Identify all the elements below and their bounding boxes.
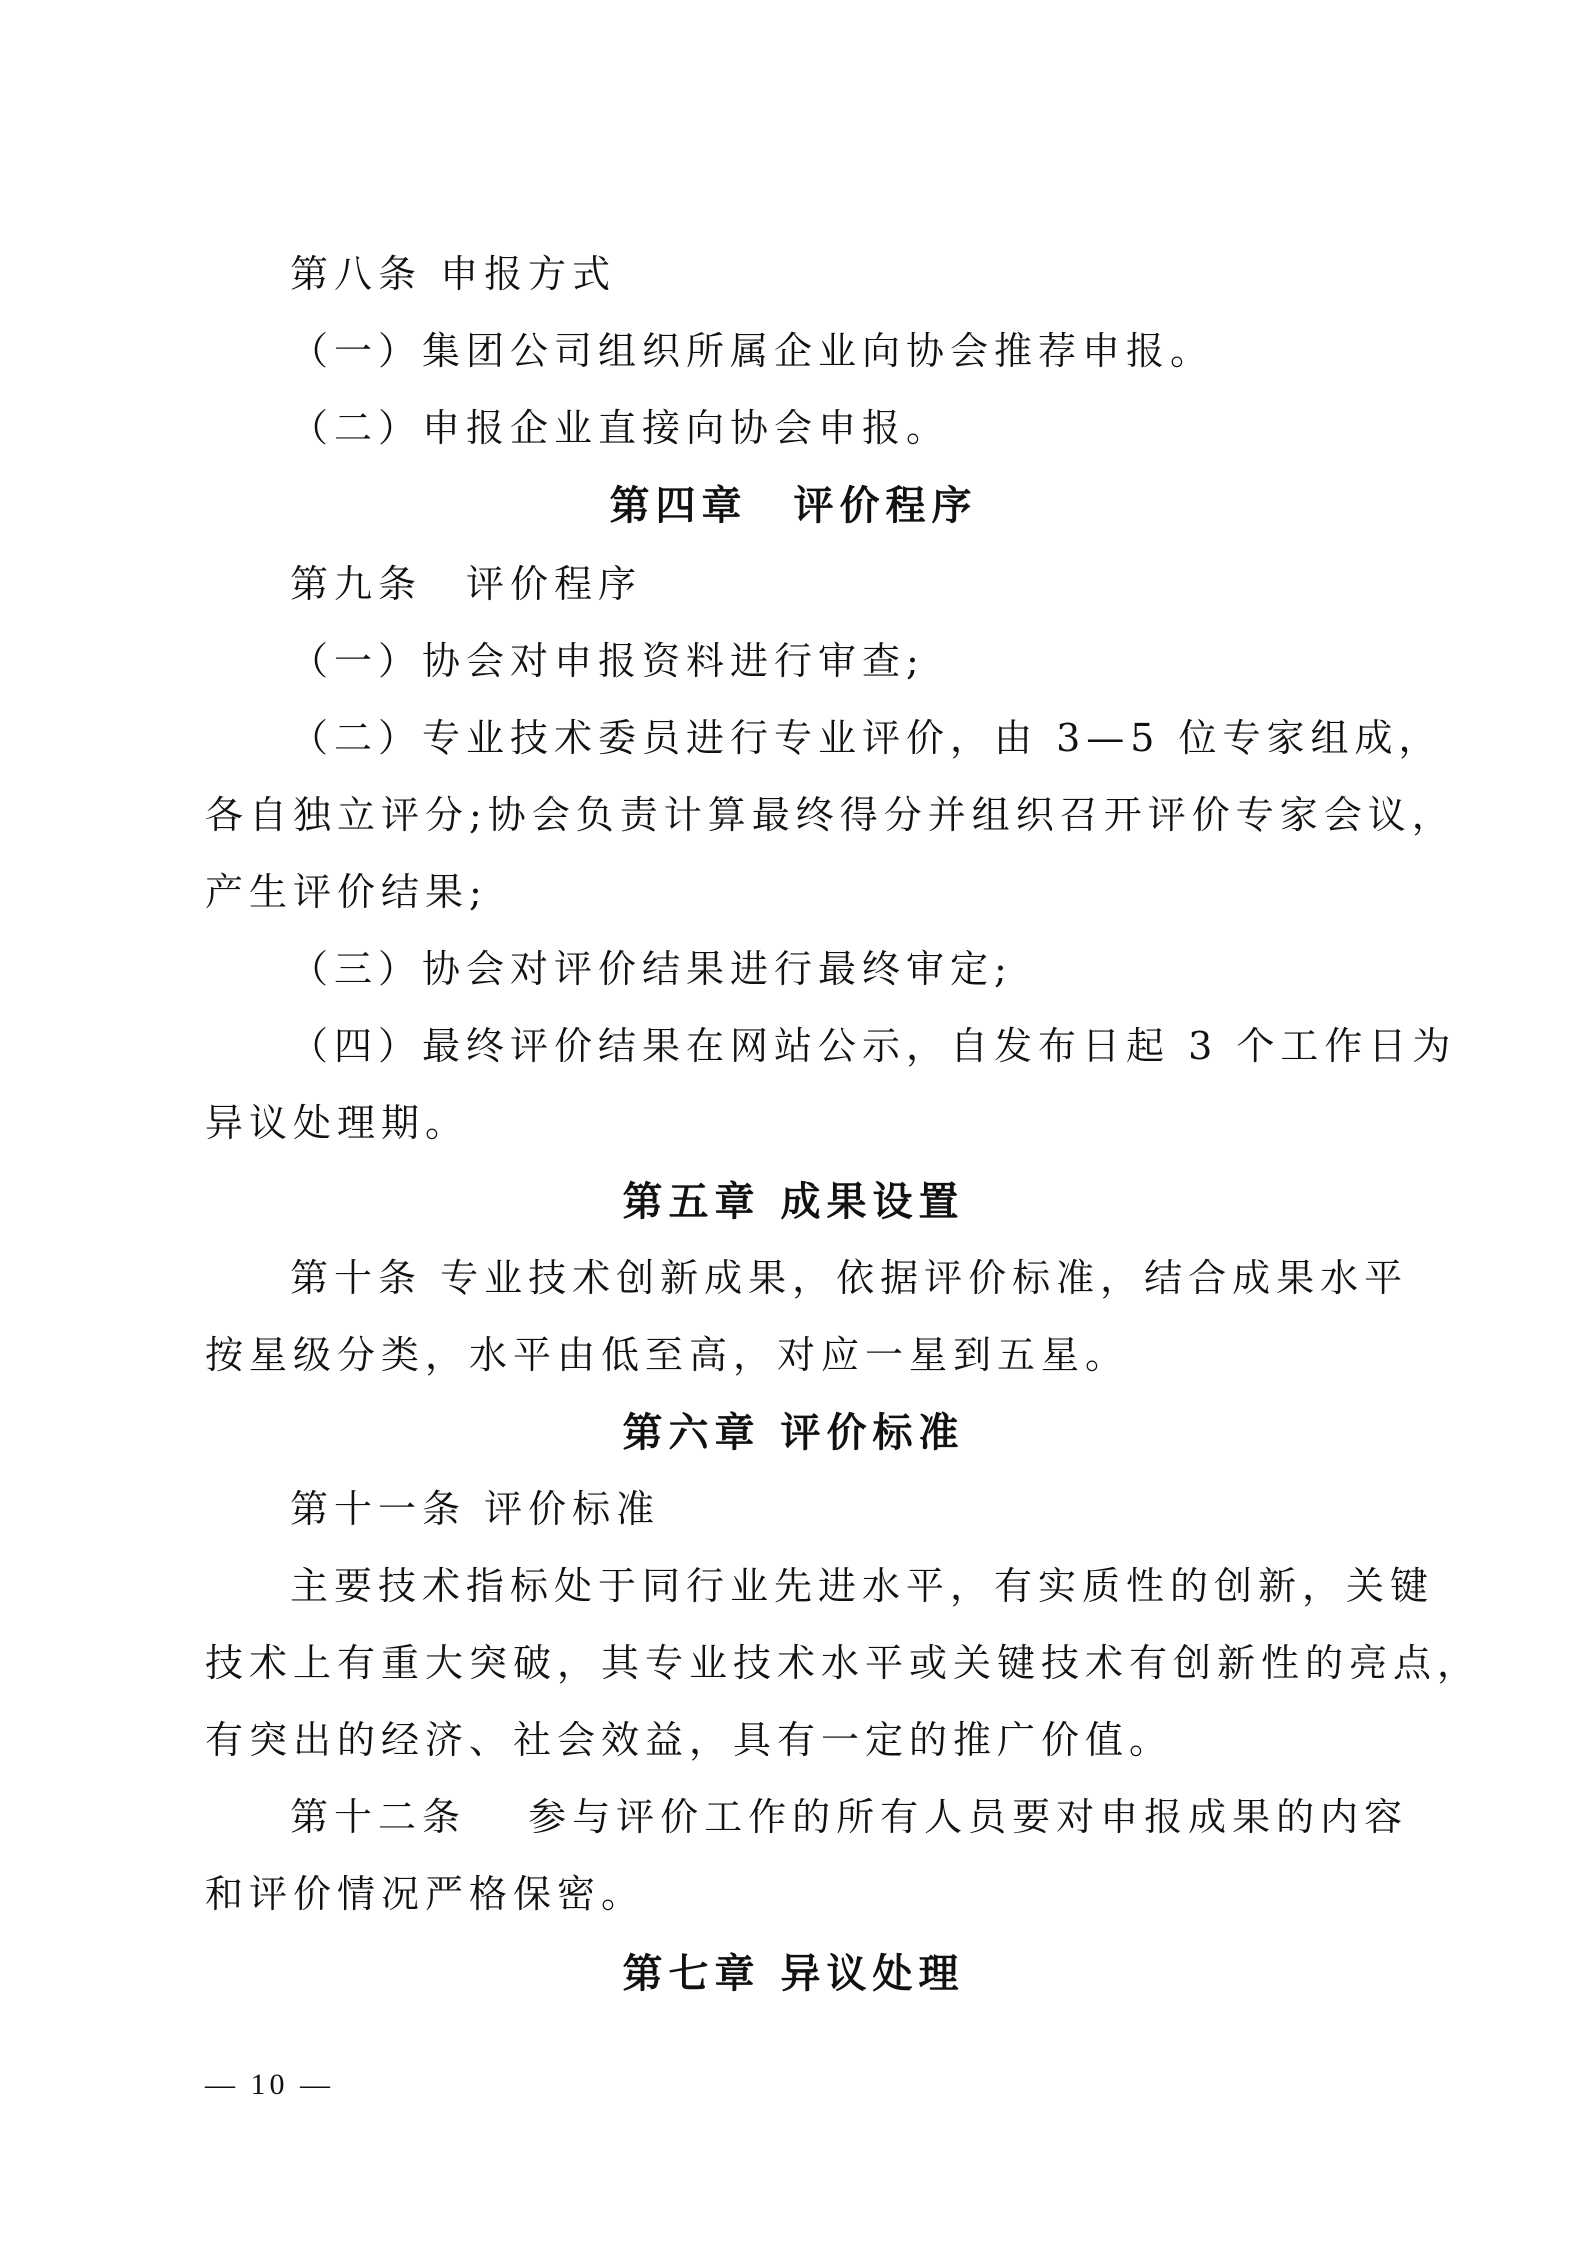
article-8-item-1: （一）集团公司组织所属企业向协会推荐申报。 [290,329,1215,373]
article-10-line-2: 按星级分类，水平由低至高，对应一星到五星。 [205,1333,1130,1377]
article-9-item-2: （二）专业技术委员进行专业评价，由 3—5 位专家组成， [290,716,1443,760]
article-11-body-line-1: 主要技术指标处于同行业先进水平，有实质性的创新，关键 [290,1564,1435,1608]
article-8-item-2: （二）申报企业直接向协会申报。 [290,406,951,450]
chapter-7-heading: 第七章 异议处理 [622,1950,965,1997]
page-number: — 10 — [205,2068,334,2101]
article-12-line-1: 第十二条 参与评价工作的所有人员要对申报成果的内容 [290,1795,1409,1839]
article-9-item-3: （三）协会对评价结果进行最终审定; [290,947,1013,991]
article-12-line-2: 和评价情况严格保密。 [205,1872,646,1916]
article-9-item-2-cont-2: 产生评价结果; [205,870,488,914]
article-9-item-4: （四）最终评价结果在网站公示，自发布日起 3 个工作日为 [290,1024,1457,1068]
article-11-title: 第十一条 评价标准 [290,1487,661,1531]
chapter-6-heading: 第六章 评价标准 [622,1409,965,1456]
chapter-4-heading: 第四章 评价程序 [609,482,978,529]
article-11-body-line-2: 技术上有重大突破，其专业技术水平或关键技术有创新性的亮点， [205,1641,1482,1685]
chapter-5-heading: 第五章 成果设置 [622,1178,965,1225]
article-9-title: 第九条 评价程序 [290,562,643,606]
article-10-line-1: 第十条 专业技术创新成果，依据评价标准，结合成果水平 [290,1256,1409,1300]
article-9-item-2-cont-1: 各自独立评分;协会负责计算最终得分并组织召开评价专家会议， [205,793,1456,837]
article-8-title: 第八条 申报方式 [290,252,617,296]
article-9-item-1: （一）协会对申报资料进行审查; [290,639,925,683]
article-11-body-line-3: 有突出的经济、社会效益，具有一定的推广价值。 [205,1718,1174,1762]
article-9-item-4-cont: 异议处理期。 [205,1101,470,1145]
